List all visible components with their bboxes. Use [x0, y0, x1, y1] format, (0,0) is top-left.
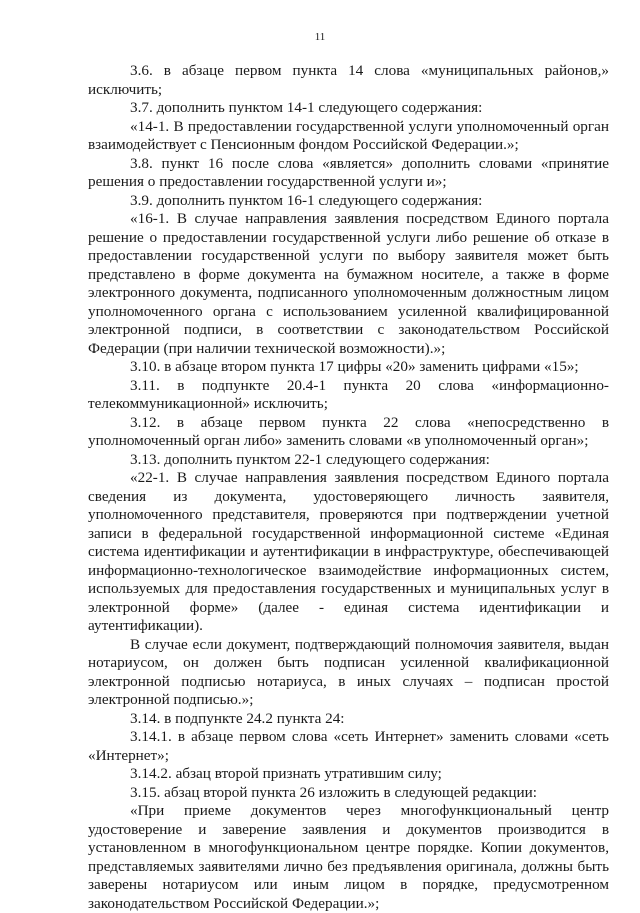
paragraph-3-14-1: 3.14.1. в абзаце первом слова «сеть Интернет» заменить словами «сеть «Интернет»; — [88, 728, 609, 764]
paragraph-16-1-text: «16-1. В случае направления заявления посредством Единого портала решение о предоставлении государственной услуги либо решение об отказе в предоставлении государственной услуги по выбору заявителя может быть представлено в форме документа на бумажном носителе, а также в форме электронного документа, подписанного уполномоченным должностным лицом уполномоченного органа с использованием усиленной квалифицированной электронной подписи, в соответствии с законодательством Российской Федерации (при наличии технической возможности).»; — [88, 210, 609, 357]
paragraph-3-15: 3.15. абзац второй пункта 26 изложить в следующей редакции: — [130, 783, 537, 801]
paragraph-3-11: 3.11. в подпункте 20.4-1 пункта 20 слова «информационно-телекоммуникационной» исключить; — [88, 376, 609, 412]
paragraph-3-8: 3.8. пункт 16 после слова «является» дополнить словами «принятие решения о предоставлении государственной услуги и»; — [88, 154, 609, 190]
document-body — [88, 62, 609, 913]
paragraph-22-1-second: В случае если документ, подтверждающий полномочия заявителя, выдан нотариусом, он должен быть подписан усиленной квалификационной электронной подписью нотариуса, в иных случаях – подписан простой электронной подписью.»; — [88, 635, 609, 708]
paragraph-3-7: 3.7. дополнить пунктом 14-1 следующего содержания: — [130, 99, 483, 116]
paragraph-22-1-text: «22-1. В случае направления заявления посредством Единого портала сведения из документа, удостоверяющего личность заявителя, уполномоченного представителя, проверяются при подтверждении учетной записи в федеральной государственной информационной системе «Единая система идентификации и аутентификации в инфраструктуре, обеспечивающей информационно-технологическое взаимодействие информационных систем, используемых для предоставления государственных и муниципальных услуг в электронной форме» (далее - единая система идентификации и аутентификации). — [88, 469, 609, 634]
paragraph-26-text: «При приеме документов через многофункциональный центр удостоверение и заверение заявления и документов производится в установленном в многофункциональном центре порядке. Копии документов, представляемых заявителями лично без предъявления оригинала, должны быть заверены нотариусом или иным лицом в порядке, предусмотренном законодательством Российской Федерации.»; — [88, 802, 609, 912]
paragraph-3-12: 3.12. в абзаце первом пункта 22 слова «непосредственно в уполномоченный орган либо» заменить словами «в уполномоченный орган»; — [88, 413, 609, 449]
page-number: 11 — [314, 31, 326, 43]
paragraph-3-14-2: 3.14.2. абзац второй признать утратившим силу; — [130, 765, 442, 782]
paragraph-3-14: 3.14. в подпункте 24.2 пункта 24: — [130, 709, 345, 727]
paragraph-3-13: 3.13. дополнить пунктом 22-1 следующего содержания: — [130, 450, 490, 468]
paragraph-3-10: 3.10. в абзаце втором пункта 17 цифры «20» заменить цифрами «15»; — [130, 358, 579, 375]
paragraph-14-1-text: «14-1. В предоставлении государственной услуги уполномоченный орган взаимодействует с Пенсионным фондом Российской Федерации.»; — [88, 117, 609, 153]
paragraph-3-6: 3.6. в абзаце первом пункта 14 слова «муниципальных районов,» исключить; — [88, 62, 609, 98]
paragraph-3-9: 3.9. дополнить пунктом 16-1 следующего содержания: — [130, 191, 483, 209]
